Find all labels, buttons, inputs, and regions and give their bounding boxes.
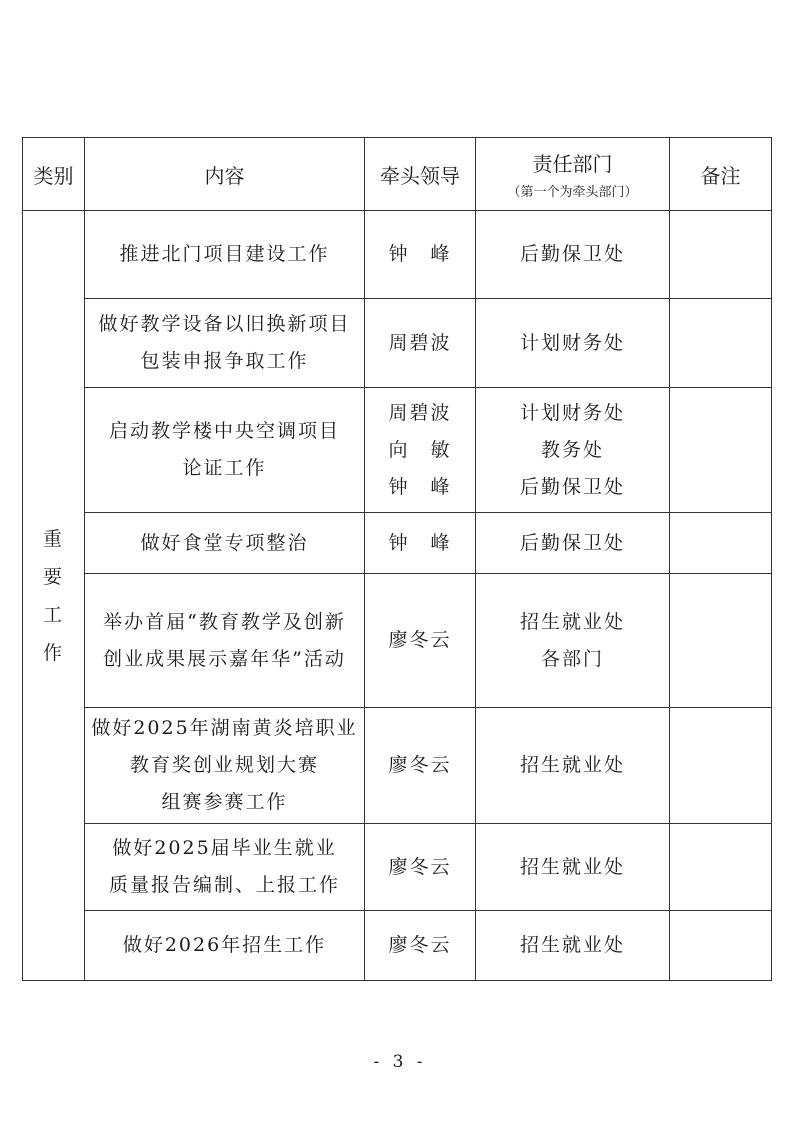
leader-cell: [365, 824, 476, 911]
content-cell: [85, 708, 365, 824]
leader-cell-line: 周碧波: [388, 331, 452, 354]
work-plan-table: [22, 137, 772, 981]
content-cell-line: 包装申报争取工作: [140, 350, 309, 372]
category-char: 工: [42, 603, 64, 626]
leader-cell-line: 钟 峰: [388, 475, 452, 498]
department-cell-line: 后勤保卫处: [519, 475, 625, 498]
content-cell-line: 做好食堂专项整治: [140, 531, 309, 554]
content-cell-line: 启动教学楼中央空调项目: [108, 420, 340, 442]
content-cell: [85, 299, 365, 388]
header-remarks: 备注: [670, 138, 772, 211]
leader-cell-line: 廖冬云: [388, 855, 452, 878]
content-cell-line: 创业成果展示嘉年华”活动: [103, 647, 346, 670]
leader-cell-line: 周碧波: [388, 401, 452, 424]
remarks-cell: [670, 388, 772, 513]
department-cell: [476, 824, 670, 911]
table-header-row: [23, 138, 772, 211]
remarks-cell: [670, 513, 772, 574]
table-row: [23, 513, 772, 574]
leader-cell: [365, 708, 476, 824]
category-char: 重: [42, 527, 64, 550]
content-cell: [85, 513, 365, 574]
department-cell-line: 招生就业处: [519, 610, 625, 633]
table-row: [23, 574, 772, 708]
content-cell-line: 做好2026年招生工作: [122, 934, 327, 956]
category-char: 作: [42, 641, 64, 664]
remarks-cell: [670, 824, 772, 911]
content-cell: [85, 574, 365, 708]
leader-cell: [365, 388, 476, 513]
remarks-cell: [670, 299, 772, 388]
leader-cell-line: 向 敏: [388, 438, 452, 461]
department-cell: [476, 911, 670, 981]
remarks-cell: [670, 708, 772, 824]
leader-cell: [365, 513, 476, 574]
content-cell-line: 组赛参赛工作: [161, 791, 288, 813]
department-cell-line: 计划财务处: [519, 331, 625, 354]
department-cell: [476, 513, 670, 574]
department-cell-line: 招生就业处: [519, 855, 625, 878]
department-cell-line: 教务处: [540, 438, 604, 461]
remarks-cell: [670, 574, 772, 708]
table-row: [23, 211, 772, 299]
department-cell-line: 后勤保卫处: [519, 243, 625, 265]
leader-cell-line: 廖冬云: [388, 934, 452, 956]
leader-cell-line: 钟 峰: [388, 531, 452, 554]
content-cell: [85, 824, 365, 911]
table-row: [23, 388, 772, 513]
leader-cell-line: 钟 峰: [388, 243, 452, 265]
department-cell: [476, 299, 670, 388]
department-cell: [476, 211, 670, 299]
content-cell-line: 举办首届“教育教学及创新: [103, 610, 346, 633]
leader-cell: [365, 299, 476, 388]
department-cell-line: 招生就业处: [519, 934, 625, 956]
content-cell: [85, 911, 365, 981]
page-number: - 3 -: [373, 1052, 427, 1072]
content-cell-line: 做好2025年湖南黄炎培职业: [91, 717, 358, 739]
header-department-note: （第一个为牵头部门）: [507, 185, 638, 200]
department-cell-line: 各部门: [540, 647, 604, 670]
header-leader: 牵头领导: [365, 138, 476, 211]
leader-cell: [365, 574, 476, 708]
leader-cell-line: 廖冬云: [388, 629, 452, 651]
table-row: [23, 824, 772, 911]
content-cell-line: 质量报告编制、上报工作: [108, 874, 340, 896]
header-content: 内容: [85, 138, 365, 211]
table-row: [23, 708, 772, 824]
department-cell: [476, 708, 670, 824]
content-cell-line: 教育奖创业规划大赛: [129, 754, 319, 776]
header-department: [476, 138, 670, 211]
department-cell: [476, 388, 670, 513]
content-cell: [85, 211, 365, 299]
header-department-label: 责任部门: [532, 152, 613, 176]
department-cell: [476, 574, 670, 708]
table-row: [23, 911, 772, 981]
header-category: 类别: [23, 138, 85, 211]
category-char: 要: [42, 565, 64, 588]
content-cell-line: 推进北门项目建设工作: [119, 243, 330, 265]
category-cell: [23, 211, 85, 981]
department-cell-line: 招生就业处: [519, 754, 625, 776]
department-cell-line: 后勤保卫处: [519, 531, 625, 554]
content-cell: [85, 388, 365, 513]
remarks-cell: [670, 911, 772, 981]
content-cell-line: 做好2025届毕业生就业: [112, 837, 337, 859]
leader-cell: [365, 911, 476, 981]
table-row: [23, 299, 772, 388]
remarks-cell: [670, 211, 772, 299]
content-cell-line: 论证工作: [182, 457, 267, 479]
department-cell-line: 计划财务处: [519, 401, 625, 424]
leader-cell-line: 廖冬云: [388, 754, 452, 776]
leader-cell: [365, 211, 476, 299]
content-cell-line: 做好教学设备以旧换新项目: [98, 313, 351, 335]
